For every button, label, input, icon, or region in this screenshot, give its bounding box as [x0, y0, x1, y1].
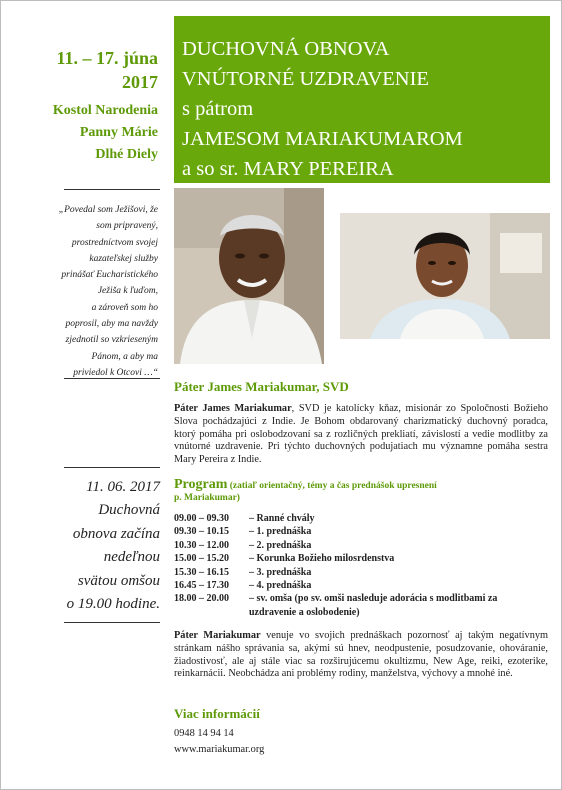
priest-photo [174, 188, 324, 364]
bio-heading [174, 379, 349, 395]
schedule-row [174, 512, 544, 525]
quote-line: prinášať Eucharistického [61, 270, 158, 281]
event-line: svätou omšou [77, 572, 160, 589]
quote-line: priviedol k Otcovi …“ [73, 367, 158, 378]
schedule-row [174, 579, 544, 592]
event-dates: 11. – 17. júna [56, 48, 158, 68]
topics-lead: Páter Mariakumar [174, 630, 261, 641]
event-line: nedeľnou [103, 549, 160, 566]
contact-info [174, 726, 264, 758]
program-title: Program [174, 477, 228, 492]
event-line: 11. 06. 2017 [86, 479, 160, 495]
schedule-row [174, 539, 544, 552]
quote-line: zjednotil so vzkrieseným [65, 335, 158, 346]
event-start [14, 476, 160, 616]
venue [14, 100, 158, 166]
quote-line: kazateľskej služby [89, 253, 158, 264]
event-line: o 19.00 hodine. [66, 596, 160, 613]
contact-website[interactable]: www.mariakumar.org [174, 744, 265, 755]
schedule-time: 09.30 – 10.15 [174, 526, 229, 538]
program-note: (zatiaľ orientačný, témy a čas prednášok upresnení [227, 481, 437, 491]
program-note-cont: p. Mariakumar) [174, 493, 240, 503]
schedule-time: 15.30 – 16.15 [174, 566, 229, 578]
schedule-row [174, 566, 544, 579]
sister-photo [340, 213, 550, 339]
bio-paragraph [174, 403, 548, 467]
bio-text: , SVD je katolícky kňaz, misionár zo Spoločnosti Božieho Slova pochádzajúci z Indie. Je Bohom obdarovaný charizmatický duchovný poradca, ktorý pomáha pri oslobodzovaní sa z rozličných prekliatí, závislostí a vedie modlitby za vnútorné uzdravenie. Pri týchto duchovných podujatiach mu významne pomáha sestra Mary Pereira z Indie. [174, 403, 548, 466]
venue-line: Dlhé Diely [95, 147, 158, 162]
event-year: 2017 [122, 72, 158, 92]
divider [64, 189, 160, 190]
title-line: DUCHOVNÁ OBNOVA [182, 38, 390, 60]
schedule-time: 16.45 – 17.30 [174, 580, 229, 592]
schedule-item: – 2. prednáška [249, 539, 312, 551]
contact-phone: 0948 14 94 14 [174, 728, 234, 739]
quote-line: poprosil, aby ma navždy [65, 319, 158, 330]
schedule-item: – 4. prednáška [249, 580, 312, 592]
schedule-time: 09.00 – 09.30 [174, 513, 229, 524]
schedule-item: – sv. omša (po sv. omši nasleduje adorácia s modlitbami za uzdravenie a oslobodenie) [249, 593, 498, 618]
title-line: a so sr. MARY PEREIRA [182, 158, 394, 180]
divider [64, 622, 160, 623]
date-block [14, 46, 158, 166]
bio-heading-name: Páter James Mariakumar [174, 379, 317, 394]
bio-heading-suffix: , SVD [316, 379, 349, 394]
quote [14, 202, 158, 381]
title-banner [174, 16, 550, 183]
quote-line: prostredníctvom svojej [71, 237, 158, 248]
schedule-time: 18.00 – 20.00 [174, 593, 229, 605]
divider [64, 378, 160, 379]
quote-line: Ježiša k ľuďom, [97, 286, 158, 297]
schedule-time: 15.00 – 15.20 [174, 553, 229, 565]
venue-line: Kostol Narodenia [52, 103, 158, 118]
topics-text: venuje vo svojich prednáškach pozornosť aj takým negatívnym stránkam nášho správania sa, akými sú hnev, neodpustenie, posudzovanie, ohováranie, žiadostivosť, ale aj stále viac sa rozširujúcemu okultizmu, New Age, reiki, ezoterike, reinkarnácii. Neobchádza ani problémy rodiny, manželstva, výchovy a mnohé iné. [174, 630, 548, 680]
schedule-row [174, 592, 544, 619]
event-line: Duchovná [98, 502, 160, 519]
program-heading [174, 475, 437, 493]
title-line: JAMESOM MARIAKUMAROM [182, 128, 463, 150]
schedule-item: – Ranné chvály [249, 513, 315, 524]
schedule-item: – Korunka Božieho milosrdenstva [249, 553, 395, 565]
contact-heading: Viac informácií [174, 706, 260, 721]
divider [64, 467, 160, 468]
title-line: VNÚTORNÉ UZDRAVENIE [182, 68, 429, 90]
schedule-row [174, 525, 544, 538]
quote-line: a zároveň som ho [91, 302, 158, 313]
schedule-row [174, 552, 544, 565]
quote-line: som pripravený, [96, 221, 158, 232]
bio-lead: Páter James Mariakumar [174, 403, 292, 414]
schedule [174, 512, 544, 619]
schedule-item: – 3. prednáška [249, 566, 312, 578]
event-line: obnova začína [72, 525, 160, 542]
quote-line: „Povedal som Ježišovi, že [58, 205, 158, 215]
title-line: s pátrom [182, 98, 254, 120]
topics-paragraph [174, 630, 548, 681]
schedule-item: – 1. prednáška [249, 526, 312, 538]
schedule-time: 10.30 – 12.00 [174, 539, 229, 551]
quote-line: Pánom, a aby ma [91, 351, 158, 362]
venue-line: Panny Márie [79, 125, 158, 140]
